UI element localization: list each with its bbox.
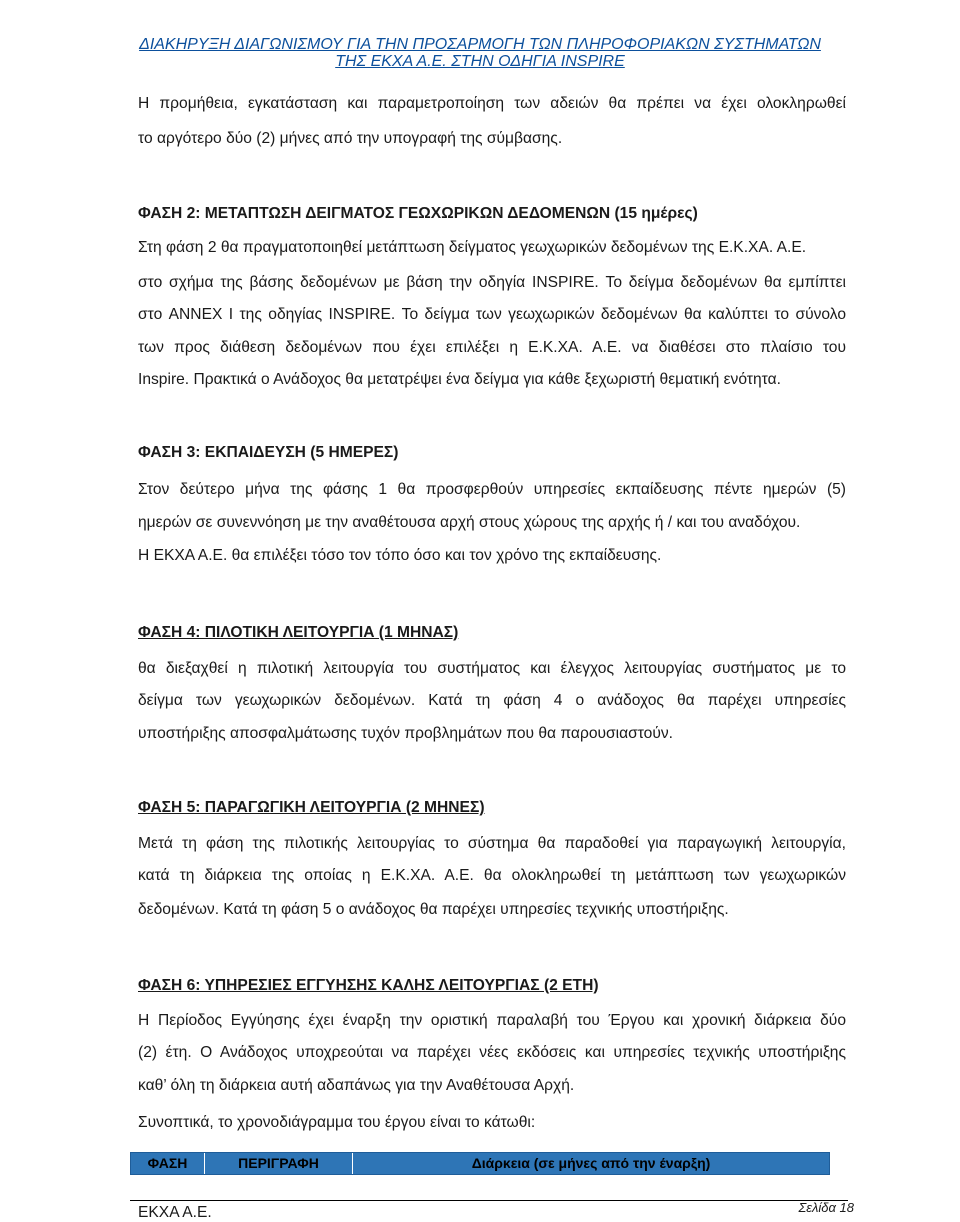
footer-page-number: Σελίδα 18 xyxy=(798,1200,854,1215)
phase5-title: ΦΑΣΗ 5: ΠΑΡΑΓΩΓΙΚΗ ΛΕΙΤΟΥΡΓΙΑ (2 ΜΗΝΕΣ) xyxy=(138,799,485,816)
intro-line: Η προμήθεια, εγκατάσταση και παραμετροποίηση των αδειών θα πρέπει να έχει ολοκληρωθεί xyxy=(138,95,846,112)
phase6-title: ΦΑΣΗ 6: ΥΠΗΡΕΣΙΕΣ ΕΓΓΥΗΣΗΣ ΚΑΛΗΣ ΛΕΙΤΟΥΡΓΙΑΣ (2 ΕΤΗ) xyxy=(138,977,599,994)
header-title-line2: ΤΗΣ ΕΚΧΑ Α.Ε. ΣΤΗΝ ΟΔΗΓΙΑ INSPIRE xyxy=(335,53,625,70)
table-header-duration: Διάρκεια (σε μήνες από την έναρξη) xyxy=(471,1155,711,1171)
phase3-title: ΦΑΣΗ 3: ΕΚΠΑΙΔΕΥΣΗ (5 ΗΜΕΡΕΣ) xyxy=(138,444,399,461)
footer-divider xyxy=(130,1200,848,1201)
phase5-line: Μετά τη φάση της πιλοτικής λειτουργίας το σύστημα θα παραδοθεί για παραγωγική λειτουργία, xyxy=(138,835,846,852)
phase4-title: ΦΑΣΗ 4: ΠΙΛΟΤΙΚΗ ΛΕΙΤΟΥΡΓΙΑ (1 ΜΗΝΑΣ) xyxy=(138,624,459,641)
phase4-line: υποστήριξης αποσφαλμάτωσης τυχόν προβλημάτων που θα παρουσιαστούν. xyxy=(138,725,674,742)
phase4-line: δείγμα των γεωχωρικών δεδομένων. Κατά τη φάση 4 ο ανάδοχος θα παρέχει υπηρεσίες xyxy=(138,692,846,709)
summary-text: Συνοπτικά, το χρονοδιάγραμμα του έργου είναι το κάτωθι: xyxy=(138,1114,536,1131)
header-title-line1: ΔΙΑΚΗΡΥΞΗ ΔΙΑΓΩΝΙΣΜΟΥ ΓΙΑ ΤΗΝ ΠΡΟΣΑΡΜΟΓΗ ΤΩΝ ΠΛΗΡΟΦΟΡΙΑΚΩΝ ΣΥΣΤΗΜΑΤΩΝ xyxy=(139,36,821,53)
table-header-phase: ΦΑΣΗ xyxy=(131,1153,205,1174)
phase2-line: Inspire. Πρακτικά ο Ανάδοχος θα μετατρέψει ένα δείγμα για κάθε ξεχωριστή θεματική ενότητα. xyxy=(138,371,781,388)
phase2-line: στο ANNEX I της οδηγίας INSPIRE. Το δείγμα των γεωχωρικών δεδομένων θα καλύπτει το σύνολο xyxy=(138,306,846,323)
footer-org: ΕΚΧΑ Α.Ε. xyxy=(138,1204,212,1221)
phase2-line: στο σχήμα της βάσης δεδομένων με βάση την οδηγία INSPIRE. Το δείγμα δεδομένων θα εμπίπτει xyxy=(138,274,846,291)
intro-line: το αργότερο δύο (2) μήνες από την υπογραφή της σύμβασης. xyxy=(138,130,563,147)
phase3-line: Στον δεύτερο μήνα της φάσης 1 θα προσφερθούν υπηρεσίες εκπαίδευσης πέντε ημερών (5) xyxy=(138,481,846,498)
phase3-line: ημερών σε συνεννόηση με την αναθέτουσα αρχή στους χώρους της αρχής ή / και του αναδόχου. xyxy=(138,514,801,531)
phase5-line: δεδομένων. Κατά τη φάση 5 ο ανάδοχος θα παρέχει υπηρεσίες τεχνικής υποστήριξης. xyxy=(138,901,729,918)
schedule-table-header xyxy=(130,1152,830,1175)
phase2-title: ΦΑΣΗ 2: ΜΕΤΑΠΤΩΣΗ ΔΕΙΓΜΑΤΟΣ ΓΕΩΧΩΡΙΚΩΝ ΔΕΔΟΜΕΝΩΝ (15 ημέρες) xyxy=(138,205,698,222)
phase3-line: Η ΕΚΧΑ Α.Ε. θα επιλέξει τόσο τον τόπο όσο και τον χρόνο της εκπαίδευσης. xyxy=(138,547,662,564)
phase2-line: Στη φάση 2 θα πραγματοποιηθεί μετάπτωση δείγματος γεωχωρικών δεδομένων της Ε.Κ.ΧΑ. Α.Ε. xyxy=(138,239,807,256)
table-header-description: ΠΕΡΙΓΡΑΦΗ xyxy=(205,1153,353,1174)
phase2-line: των προς διάθεση δεδομένων που έχει επιλέξει η Ε.Κ.ΧΑ. Α.Ε. να διαθέσει στο πλαίσιο του xyxy=(138,339,846,356)
phase6-line: Η Περίοδος Εγγύησης έχει έναρξη την οριστική παραλαβή του Έργου και χρονική διάρκεια δύο xyxy=(138,1012,846,1029)
phase6-line: καθ’ όλη τη διάρκεια αυτή αδαπάνως για την Αναθέτουσα Αρχή. xyxy=(138,1077,575,1094)
phase6-line: (2) έτη. Ο Ανάδοχος υποχρεούται να παρέχει νέες εκδόσεις και υπηρεσίες τεχνικής υποστήριξης xyxy=(138,1044,846,1061)
phase4-line: θα διεξαχθεί η πιλοτική λειτουργία του συστήματος και έλεγχος λειτουργίας συστήματος με το xyxy=(138,660,846,677)
phase5-line: κατά τη διάρκεια της οποίας η Ε.Κ.ΧΑ. Α.Ε. θα ολοκληρωθεί τη μετάπτωση των γεωχωρικών xyxy=(138,867,846,884)
